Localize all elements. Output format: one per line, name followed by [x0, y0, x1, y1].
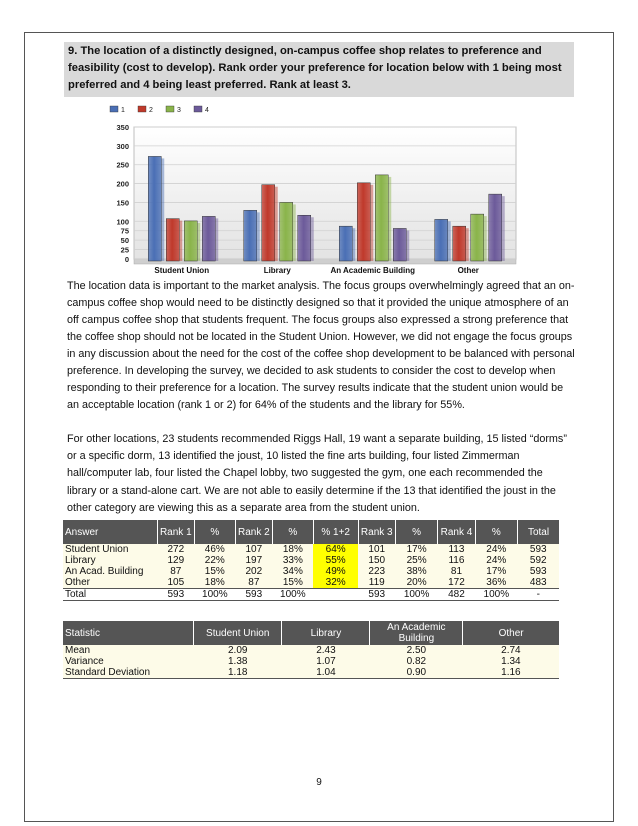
statistic-value: 2.09	[228, 645, 248, 656]
rank-cell: 223	[368, 566, 386, 577]
bar-chart-svg	[82, 101, 530, 276]
bar-side-shade	[197, 223, 200, 261]
bar	[184, 221, 197, 261]
rank-cell: 119	[368, 577, 385, 588]
statistic-value: 2.74	[501, 645, 521, 656]
x-category-label: Library	[263, 266, 291, 275]
answer-cell: Other	[65, 577, 91, 588]
rank-cell: 272	[167, 544, 185, 555]
bar	[298, 215, 311, 261]
bar-side-shade	[370, 185, 373, 261]
statistic-name: Standard Deviation	[63, 667, 194, 679]
rank-cell: 113	[448, 544, 465, 555]
percent-cell: 24%	[486, 544, 507, 555]
rank-cell: 202	[245, 566, 263, 577]
statistic-value: 1.38	[228, 656, 248, 667]
y-tick-label: 25	[120, 245, 129, 255]
statistic-value: 1.07	[316, 656, 336, 667]
paragraph-location-analysis: The location data is important to the market analysis. The focus groups overwhelmingly agreed that an on-campus coffee shop would need to be distinctly designed so that it provided the unique atmosphere of an off campus coffee shop that students frequent. The focus groups also expressed a strong preference that the coffee shop should not be located in the Student Union. However, we did not engage the focus groups in any discussion about the need for the cost of the coffee shop development to be balanced with personal preference. In developing the survey, we decided to ask students to consider the cost to develop when responding to their preference for a location. The survey results indicate that the student union would be an acceptable location (rank 1 or 2) for 64% of the students and the library for 55%.	[67, 280, 575, 412]
y-tick-label: 250	[116, 160, 129, 170]
bar-side-shade	[179, 221, 182, 261]
rank-cell: 81	[450, 566, 463, 577]
header-percent-1-2: % 1+2	[313, 520, 358, 544]
rank-cell: 197	[245, 555, 263, 566]
y-tick-label: 350	[116, 123, 129, 132]
y-tick-label: 75	[120, 226, 129, 236]
rank-cell: 593	[235, 589, 272, 601]
header-answer: Answer	[63, 520, 157, 544]
header-total: Total	[518, 520, 559, 544]
statistic-value: 1.18	[194, 667, 282, 679]
header-percent-2: %	[272, 520, 313, 544]
legend-label: 4	[205, 107, 209, 114]
y-tick-label: 50	[120, 236, 129, 246]
percent-cell: 18%	[282, 544, 303, 555]
bar-side-shade	[466, 228, 469, 261]
header-rank-4: Rank 4	[438, 520, 475, 544]
statistic-name: Mean	[65, 645, 91, 656]
body-text	[67, 278, 575, 517]
table-row	[63, 656, 559, 667]
bar	[202, 216, 215, 261]
table-row	[63, 645, 559, 656]
header-percent-3: %	[395, 520, 437, 544]
header-rank-2: Rank 2	[235, 520, 272, 544]
table-row	[63, 544, 559, 555]
percent-cell: 100%	[194, 589, 235, 601]
statistic-value: 1.34	[501, 656, 521, 667]
x-category-label: Student Union	[154, 266, 210, 275]
statistic-name: Variance	[65, 656, 104, 667]
percent-cell: 15%	[282, 577, 303, 588]
highlighted-percent-cell: 49%	[313, 566, 358, 577]
percent-cell: 18%	[204, 577, 225, 588]
rank-cell: 105	[167, 577, 185, 588]
statistic-value: 0.82	[406, 656, 427, 667]
percent-cell: 17%	[486, 566, 507, 577]
table-total-row	[63, 589, 559, 601]
header-academic-building: An Academic Building	[370, 621, 463, 645]
bar	[393, 228, 406, 261]
question-heading: 9. The location of a distinctly designed, on-campus coffee shop relates to preference and feasibility (cost to develop). Rank order your preference for location below with 1 being most preferred and 4 being least preferred. Rank at least 3.	[64, 42, 574, 97]
statistics-table-header	[63, 621, 559, 645]
percent-cell: 100%	[395, 589, 437, 601]
rank-cell: 593	[157, 589, 194, 601]
bar	[453, 226, 466, 261]
bar-side-shade	[293, 204, 296, 261]
total-cell: 593	[529, 544, 547, 555]
header-statistic: Statistic	[63, 621, 194, 645]
percent-cell: 34%	[282, 566, 303, 577]
rank-cell: 129	[167, 555, 185, 566]
highlighted-percent-cell: 55%	[313, 555, 358, 566]
statistic-value: 1.16	[463, 667, 559, 679]
header-rank-1: Rank 1	[157, 520, 194, 544]
statistic-value: 2.50	[406, 645, 427, 656]
legend-swatch	[110, 106, 118, 112]
percent-cell: 24%	[486, 555, 507, 566]
bar-side-shade	[406, 230, 409, 261]
bar	[148, 156, 161, 261]
rank-cell: 116	[448, 555, 465, 566]
paragraph-other-locations: For other locations, 23 students recommended Riggs Hall, 19 want a separate building, 15 listed “dorms” or a specific dorm, 13 identified the joust, 10 listed the fine arts building, four listed Zimmerman hall/computer lab, four listed the Chapel lobby, two suggested the gym, one each recommended the library or a stand-alone cart. We are not able to easily determine if the 13 that identified the joust in the other category are viewing this as a separate area from the student union.	[67, 433, 567, 514]
percent-cell: 22%	[204, 555, 225, 566]
bar	[357, 183, 370, 261]
bar	[375, 175, 388, 261]
legend-swatch	[194, 106, 202, 112]
bar-side-shade	[502, 196, 505, 261]
bar	[339, 226, 352, 261]
percent-cell: 100%	[272, 589, 313, 601]
y-tick-label: 200	[116, 179, 129, 189]
header-percent-4: %	[475, 520, 517, 544]
y-tick-label: 100	[116, 217, 129, 227]
total-cell: 593	[529, 566, 547, 577]
statistic-value: 0.90	[370, 667, 463, 679]
bar-side-shade	[161, 158, 164, 261]
bar-side-shade	[257, 212, 260, 261]
answer-cell: Library	[65, 555, 96, 566]
bar	[280, 202, 293, 261]
legend-swatch	[166, 106, 174, 112]
rank-cell: 593	[358, 589, 395, 601]
rank-cell: 87	[248, 577, 260, 588]
answer-cell: Student Union	[65, 544, 129, 555]
x-category-label: An Academic Building	[330, 266, 416, 275]
rank-cell: 101	[368, 544, 386, 555]
rank-table	[63, 520, 559, 601]
y-tick-label: 150	[116, 198, 129, 208]
statistic-value: 1.04	[282, 667, 370, 679]
table-row	[63, 577, 559, 589]
table-row	[63, 566, 559, 577]
bar-side-shade	[311, 217, 314, 261]
bar-side-shade	[448, 221, 451, 261]
percent-cell: 25%	[406, 555, 427, 566]
highlighted-percent-cell: 64%	[313, 544, 358, 555]
bar-side-shade	[388, 177, 391, 261]
bar-side-shade	[352, 228, 355, 261]
header-other: Other	[463, 621, 559, 645]
x-category-label: Other	[457, 266, 479, 275]
bar-side-shade	[215, 218, 218, 261]
percent-cell	[313, 589, 358, 601]
total-cell: -	[518, 589, 559, 601]
bar-side-shade	[275, 187, 278, 261]
bar	[489, 194, 502, 261]
rank-cell: 87	[170, 566, 182, 577]
bar	[166, 219, 179, 261]
answer-cell: Total	[63, 589, 157, 601]
percent-cell: 46%	[204, 544, 225, 555]
percent-cell: 38%	[406, 566, 427, 577]
rank-cell: 172	[448, 577, 465, 588]
header-percent-1: %	[194, 520, 235, 544]
bar	[244, 210, 257, 261]
percent-cell: 15%	[204, 566, 225, 577]
bar	[262, 185, 275, 261]
percent-cell: 36%	[486, 577, 507, 588]
rank-cell: 107	[245, 544, 263, 555]
table-row	[63, 667, 559, 679]
total-cell: 592	[529, 555, 547, 566]
bar	[435, 219, 448, 261]
legend-label: 1	[121, 107, 125, 114]
percent-cell: 33%	[282, 555, 303, 566]
legend-swatch	[138, 106, 146, 112]
legend-label: 2	[149, 107, 153, 114]
percent-cell: 20%	[406, 577, 427, 588]
statistic-value: 2.43	[316, 645, 336, 656]
total-cell: 483	[529, 577, 547, 588]
y-tick-label: 300	[116, 141, 129, 151]
rank-cell: 482	[438, 589, 475, 601]
bar-side-shade	[484, 216, 487, 261]
bar	[471, 214, 484, 261]
rank-table-header	[63, 520, 559, 544]
answer-cell: An Acad. Building	[65, 566, 144, 577]
statistics-table	[63, 621, 559, 679]
y-tick-label: 0	[124, 255, 129, 264]
percent-cell: 100%	[475, 589, 517, 601]
table-row	[63, 555, 559, 566]
highlighted-percent-cell: 32%	[313, 577, 358, 589]
bar-chart	[82, 101, 530, 276]
percent-cell: 17%	[406, 544, 427, 555]
header-library: Library	[282, 621, 370, 645]
page-number: 9	[316, 777, 322, 788]
legend-label: 3	[177, 107, 181, 114]
rank-cell: 150	[368, 555, 386, 566]
header-student-union: Student Union	[194, 621, 282, 645]
header-rank-3: Rank 3	[358, 520, 395, 544]
